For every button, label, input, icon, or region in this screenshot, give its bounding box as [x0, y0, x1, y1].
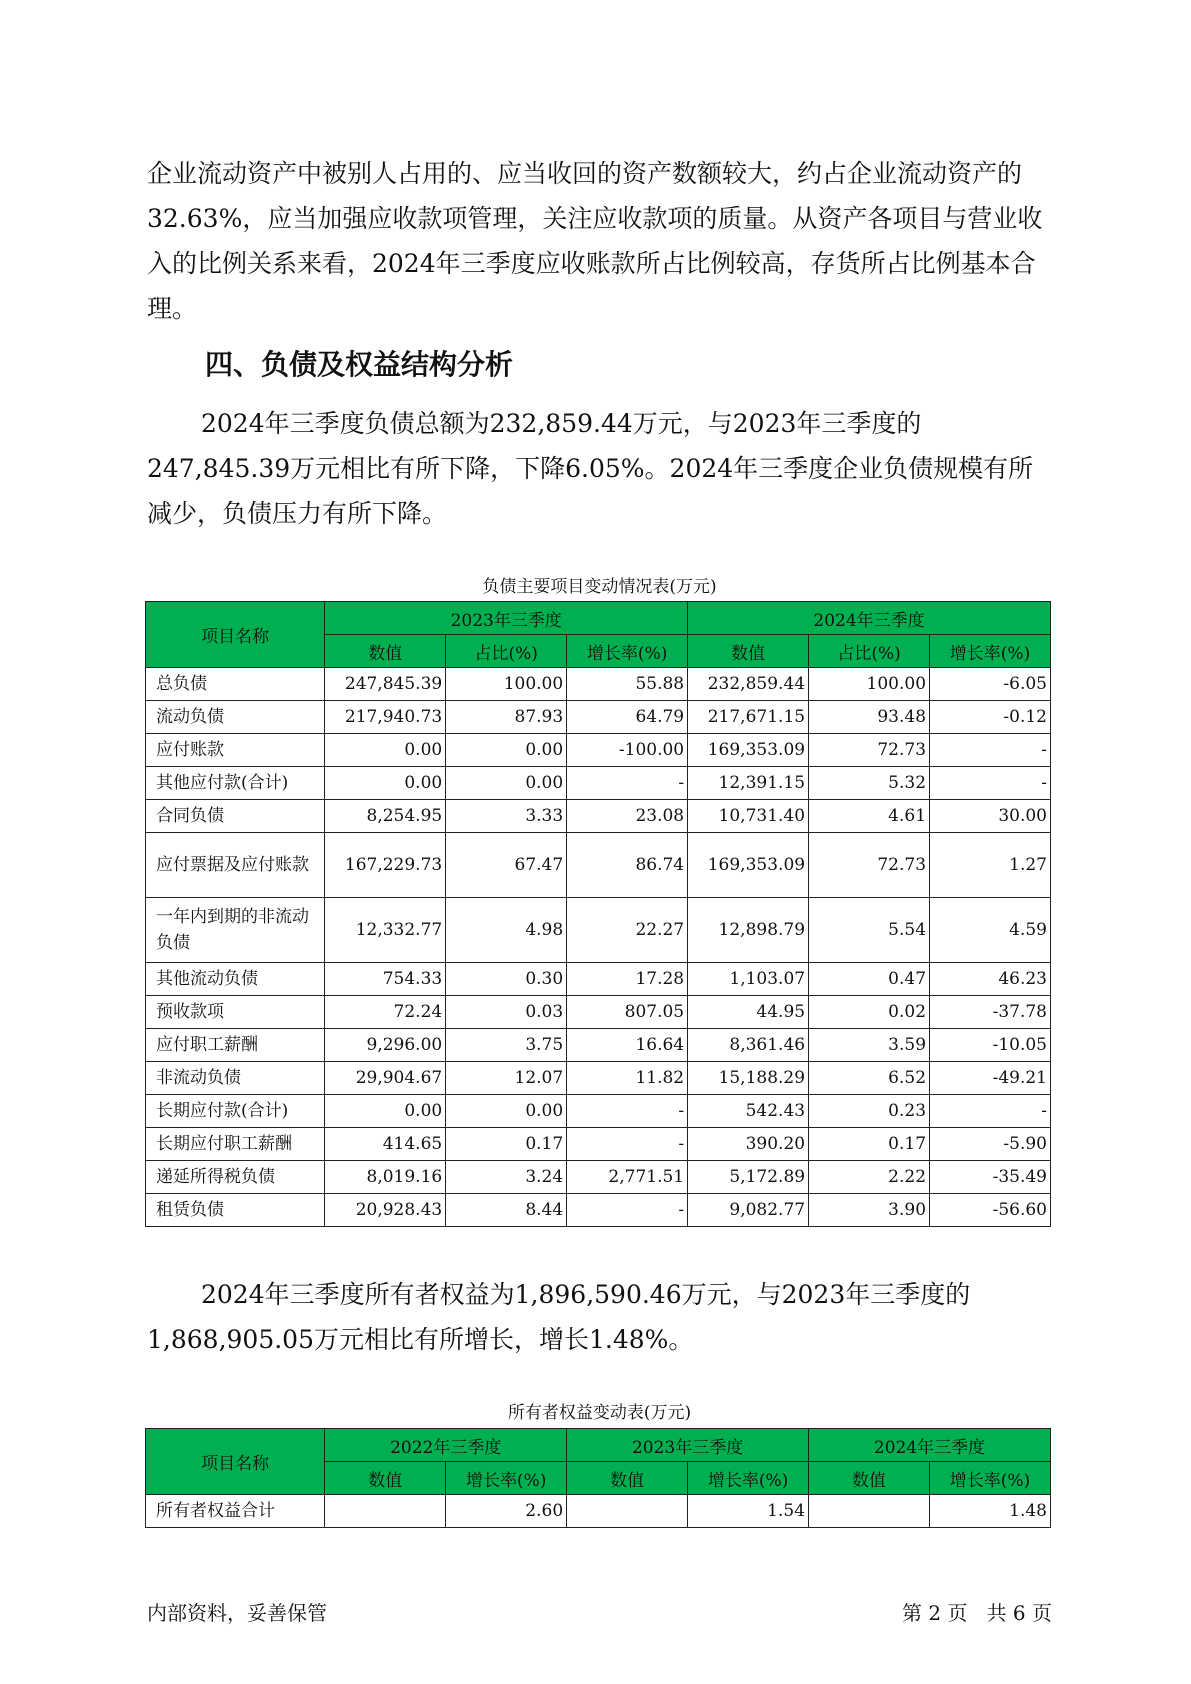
row-item-name: 长期应付职工薪酬	[146, 1128, 325, 1161]
row-value-cell: 12,898.79	[688, 898, 809, 963]
subheader-growth: 增长率(%)	[567, 635, 688, 668]
row-value-cell: 3.75	[446, 1029, 567, 1062]
row-value-cell: 86.74	[567, 833, 688, 898]
paragraph-liabilities: 2024年三季度负债总额为232,859.44万元，与2023年三季度的247,845.39万元相比有所下降，下降6.05%。2024年三季度企业负债规模有所减少，负债压力有所下降。	[147, 409, 1034, 528]
row-value-cell: 2.60	[446, 1495, 567, 1528]
row-value-cell: 0.00	[446, 734, 567, 767]
row-item-name: 应付票据及应付账款	[146, 833, 325, 898]
row-value-cell: 11.82	[567, 1062, 688, 1095]
row-value-cell: 17.28	[567, 963, 688, 996]
row-value-cell: 169,353.09	[688, 734, 809, 767]
row-value-cell: 0.00	[325, 1095, 446, 1128]
paragraph-receivables: 企业流动资产中被别人占用的、应当收回的资产数额较大，约占企业流动资产的32.63%，应当加强应收款项管理，关注应收款项的质量。从资产各项目与营业收入的比例关系来看，2024年三季度应收账款所占比例较高，存货所占比例基本合理。	[147, 159, 1043, 323]
row-value-cell: -	[567, 1128, 688, 1161]
table-row	[146, 1095, 1051, 1128]
row-value-cell: -100.00	[567, 734, 688, 767]
row-value-cell: 67.47	[446, 833, 567, 898]
row-value-cell: 4.98	[446, 898, 567, 963]
equity-table-caption: 所有者权益变动表(万元)	[507, 1403, 692, 1423]
row-value-cell: 3.90	[809, 1194, 930, 1227]
table-row	[146, 1029, 1051, 1062]
table-row	[146, 833, 1051, 898]
header-item-name: 项目名称	[146, 602, 325, 668]
row-item-name: 其他流动负债	[146, 963, 325, 996]
table-row	[146, 701, 1051, 734]
table-row	[146, 1194, 1051, 1227]
table-row	[146, 734, 1051, 767]
header-period-2024: 2024年三季度	[809, 1429, 1051, 1462]
row-value-cell: -	[567, 767, 688, 800]
subheader-growth: 增长率(%)	[930, 635, 1051, 668]
table-row	[146, 767, 1051, 800]
row-value-cell: 247,845.39	[325, 668, 446, 701]
row-value-cell: 3.33	[446, 800, 567, 833]
row-value-cell: 217,940.73	[325, 701, 446, 734]
footer-page-number: 第 2 页 共 6 页	[902, 1601, 1052, 1625]
row-value-cell: 2.22	[809, 1161, 930, 1194]
row-value-cell: 0.00	[446, 767, 567, 800]
row-value-cell: -56.60	[930, 1194, 1051, 1227]
table-row	[146, 1062, 1051, 1095]
row-value-cell: 390.20	[688, 1128, 809, 1161]
row-value-cell: 64.79	[567, 701, 688, 734]
header-period-2024: 2024年三季度	[688, 602, 1051, 635]
row-value-cell: 30.00	[930, 800, 1051, 833]
row-value-cell: -10.05	[930, 1029, 1051, 1062]
row-value-cell: -	[567, 1194, 688, 1227]
row-value-cell: 542.43	[688, 1095, 809, 1128]
subheader-value: 数值	[688, 635, 809, 668]
row-value-cell: 1.48	[929, 1495, 1050, 1528]
row-item-name: 流动负债	[146, 701, 325, 734]
row-value-cell: 1.54	[688, 1495, 809, 1528]
table-row	[146, 898, 1051, 963]
row-item-name: 预收款项	[146, 996, 325, 1029]
header-period-2022: 2022年三季度	[325, 1429, 567, 1462]
row-value-cell: 3.59	[809, 1029, 930, 1062]
row-item-name: 应付职工薪酬	[146, 1029, 325, 1062]
footer-confidential-note: 内部资料，妥善保管	[147, 1601, 327, 1625]
row-value-cell: 754.33	[325, 963, 446, 996]
row-value-cell: 15,188.29	[688, 1062, 809, 1095]
subheader-value: 数值	[325, 635, 446, 668]
row-value-cell: 12,391.15	[688, 767, 809, 800]
row-value-cell: 9,082.77	[688, 1194, 809, 1227]
row-value-cell: 8,254.95	[325, 800, 446, 833]
row-value-cell: 12.07	[446, 1062, 567, 1095]
paragraph-equity: 2024年三季度所有者权益为1,896,590.46万元，与2023年三季度的1,868,905.05万元相比有所增长，增长1.48%。	[147, 1280, 971, 1354]
row-value-cell: 0.30	[446, 963, 567, 996]
row-item-name: 合同负债	[146, 800, 325, 833]
row-item-name: 应付账款	[146, 734, 325, 767]
row-item-name: 租赁负债	[146, 1194, 325, 1227]
subheader-share: 占比(%)	[446, 635, 567, 668]
row-value-cell: 0.17	[809, 1128, 930, 1161]
row-value-cell: 807.05	[567, 996, 688, 1029]
row-value-cell: 20,928.43	[325, 1194, 446, 1227]
row-value-cell: 100.00	[809, 668, 930, 701]
row-value-cell: 0.17	[446, 1128, 567, 1161]
subheader-growth: 增长率(%)	[688, 1462, 809, 1495]
subheader-value: 数值	[325, 1462, 446, 1495]
row-item-name: 所有者权益合计	[146, 1495, 325, 1528]
row-value-cell: 0.03	[446, 996, 567, 1029]
row-value-cell: -	[567, 1095, 688, 1128]
row-value-cell: 44.95	[688, 996, 809, 1029]
row-value-cell: 9,296.00	[325, 1029, 446, 1062]
header-period-2023: 2023年三季度	[567, 1429, 809, 1462]
table-row	[146, 1161, 1051, 1194]
row-value-cell: 3.24	[446, 1161, 567, 1194]
table-row	[146, 996, 1051, 1029]
liability-table	[145, 601, 1051, 1227]
row-value-cell: 0.02	[809, 996, 930, 1029]
row-value-cell: 93.48	[809, 701, 930, 734]
row-value-cell: 5,172.89	[688, 1161, 809, 1194]
row-value-cell: 414.65	[325, 1128, 446, 1161]
table-row	[146, 668, 1051, 701]
row-value-cell: 5.32	[809, 767, 930, 800]
table-row	[146, 800, 1051, 833]
row-value-cell: 87.93	[446, 701, 567, 734]
header-period-2023: 2023年三季度	[325, 602, 688, 635]
table-row	[146, 963, 1051, 996]
row-item-name: 总负债	[146, 668, 325, 701]
equity-table	[145, 1428, 1051, 1528]
row-value-cell: 1.27	[930, 833, 1051, 898]
row-value-cell: -0.12	[930, 701, 1051, 734]
row-value-cell: -	[930, 734, 1051, 767]
row-value-cell: 8,361.46	[688, 1029, 809, 1062]
row-value-cell	[809, 1495, 930, 1528]
row-value-cell: 217,671.15	[688, 701, 809, 734]
subheader-growth: 增长率(%)	[446, 1462, 567, 1495]
row-value-cell: 167,229.73	[325, 833, 446, 898]
subheader-value: 数值	[809, 1462, 930, 1495]
row-value-cell: 0.00	[325, 734, 446, 767]
table-row	[146, 1128, 1051, 1161]
row-value-cell: 2,771.51	[567, 1161, 688, 1194]
row-value-cell: -	[930, 767, 1051, 800]
row-value-cell: -6.05	[930, 668, 1051, 701]
row-value-cell: 0.23	[809, 1095, 930, 1128]
row-value-cell: 29,904.67	[325, 1062, 446, 1095]
subheader-share: 占比(%)	[809, 635, 930, 668]
row-value-cell: 0.47	[809, 963, 930, 996]
row-value-cell	[567, 1495, 688, 1528]
row-value-cell: -49.21	[930, 1062, 1051, 1095]
row-item-name: 其他应付款(合计)	[146, 767, 325, 800]
header-item-name: 项目名称	[146, 1429, 325, 1495]
row-value-cell: 232,859.44	[688, 668, 809, 701]
row-value-cell: 8.44	[446, 1194, 567, 1227]
row-value-cell: 1,103.07	[688, 963, 809, 996]
row-value-cell: 0.00	[325, 767, 446, 800]
row-item-name: 递延所得税负债	[146, 1161, 325, 1194]
row-value-cell: 8,019.16	[325, 1161, 446, 1194]
row-item-name: 一年内到期的非流动负债	[146, 898, 325, 963]
row-value-cell: 6.52	[809, 1062, 930, 1095]
row-value-cell: 16.64	[567, 1029, 688, 1062]
row-value-cell: 72.24	[325, 996, 446, 1029]
row-value-cell: 55.88	[567, 668, 688, 701]
row-value-cell: 23.08	[567, 800, 688, 833]
section-heading-liabilities-equity: 四、负债及权益结构分析	[205, 348, 514, 381]
row-value-cell: -37.78	[930, 996, 1051, 1029]
row-value-cell: 12,332.77	[325, 898, 446, 963]
row-value-cell: 46.23	[930, 963, 1051, 996]
row-value-cell: 169,353.09	[688, 833, 809, 898]
row-value-cell: -	[930, 1095, 1051, 1128]
row-value-cell: 100.00	[446, 668, 567, 701]
subheader-growth: 增长率(%)	[929, 1462, 1050, 1495]
row-value-cell: 72.73	[809, 734, 930, 767]
row-item-name: 非流动负债	[146, 1062, 325, 1095]
row-value-cell: 72.73	[809, 833, 930, 898]
row-value-cell: 5.54	[809, 898, 930, 963]
row-value-cell: 22.27	[567, 898, 688, 963]
row-value-cell	[325, 1495, 446, 1528]
row-value-cell: 10,731.40	[688, 800, 809, 833]
row-value-cell: -35.49	[930, 1161, 1051, 1194]
liability-table-caption: 负债主要项目变动情况表(万元)	[482, 577, 717, 597]
row-item-name: 长期应付款(合计)	[146, 1095, 325, 1128]
row-value-cell: 0.00	[446, 1095, 567, 1128]
row-value-cell: -5.90	[930, 1128, 1051, 1161]
row-value-cell: 4.59	[930, 898, 1051, 963]
table-row	[146, 1495, 1051, 1528]
subheader-value: 数值	[567, 1462, 688, 1495]
row-value-cell: 4.61	[809, 800, 930, 833]
